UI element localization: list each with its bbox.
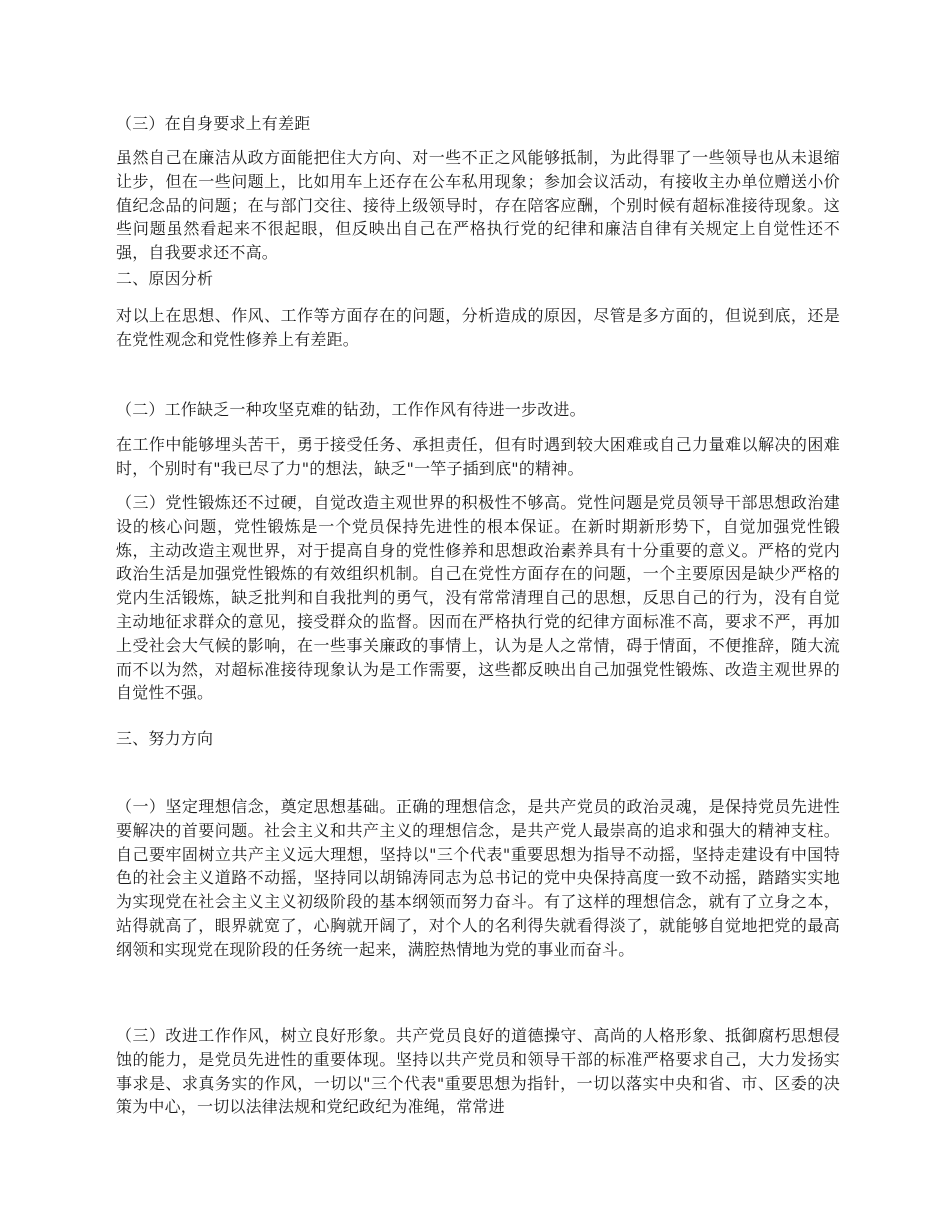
section-heading-effort-direction: 三、努力方向 <box>116 729 214 748</box>
paragraph-party-discipline: （三）党性锻炼还不过硬，自觉改造主观世界的积极性不够高。党性问题是党员领导干部思想政治建设的核心问题，党性锻炼是一个党员保持先进性的根本保证。在新时期新形势下，自觉加强党性锻炼，主动改造主观世界，对于提高自身的党性修养和思想政治素养具有十分重要的意义。严格的党内政治生活是加强党性锻炼的有效组织机制。自己在党性方面存在的问题，一个主要原因是缺少严格的党内生活锻炼，缺乏批判和自我批判的勇气，没有常常清理自己的思想，反思自己的行为，没有自觉主动地征求群众的意见，接受群众的监督。因而在严格执行党的纪律方面标准不高，要求不严，再加上受社会大气候的影响，在一些事关廉政的事情上，认为是人之常情，碍于情面，不便推辞，随大流而不以为然，对超标准接待现象认为是工作需要，这些都反映出自己加强党性锻炼、改造主观世界的自觉性不强。 <box>116 493 840 703</box>
paragraph-work-drive-detail: 在工作中能够埋头苦干，勇于接受任务、承担责任，但有时遇到较大困难或自己力量难以解决的困难时，个别时有"我已尽了力"的想法，缺乏"一竿子插到底"的精神。 <box>116 435 840 478</box>
paragraph-ideals-beliefs: （一）坚定理想信念，奠定思想基础。正确的理想信念，是共产党员的政治灵魂，是保持党员先进性要解决的首要问题。社会主义和共产主义的理想信念，是共产党人最崇高的追求和强大的精神支柱。自己要牢固树立共产主义远大理想，坚持以"三个代表"重要思想为指导不动摇，坚持走建设有中国特色的社会主义道路不动摇，坚持同以胡锦涛同志为总书记的党中央保持高度一致不动摇，踏踏实实地为实现党在社会主义主义初级阶段的基本纲领而努力奋斗。有了这样的理想信念，就有了立身之本，站得就高了，眼界就宽了，心胸就开阔了，对个人的名利得失就看得淡了，就能够自觉地把党的最高纲领和实现党在现阶段的任务统一起来，满腔热情地为党的事业而奋斗。 <box>116 797 840 959</box>
paragraph-work-style: （三）改进工作作风，树立良好形象。共产党员良好的道德操守、高尚的人格形象、抵御腐朽思想侵蚀的能力，是党员先进性的重要体现。坚持以共产党员和领导干部的标准严格要求自己，大力发扬实事求是、求真务实的作风，一切以"三个代表"重要思想为指针，一切以落实中央和省、市、区委的决策为中心，一切以法律法规和党纪政纪为准绳，常常进 <box>116 1026 840 1117</box>
paragraph-self-requirements-detail: 虽然自己在廉洁从政方面能把住大方向、对一些不正之风能够抵制，为此得罪了一些领导也从未退缩让步，但在一些问题上，比如用车上还存在公车私用现象；参加会议活动，有接收主办单位赠送小价值纪念品的问题；在与部门交往、接待上级领导时，存在陪客应酬，个别时候有超标准接待现象。这些问题虽然看起来不很起眼，但反映出自己在严格执行党的纪律和廉洁自律有关规定上自觉性还不强，自我要求还不高。 <box>116 148 840 263</box>
section-heading-cause-analysis: 二、原因分析 <box>116 269 214 288</box>
section-heading-self-requirements: （三）在自身要求上有差距 <box>116 114 311 133</box>
section-heading-work-drive: （二）工作缺乏一种攻坚克难的钻劲，工作作风有待进一步改进。 <box>116 400 586 419</box>
paragraph-cause-summary: 对以上在思想、作风、工作等方面存在的问题，分析造成的原因，尽管是多方面的，但说到底，还是在党性观念和党性修养上有差距。 <box>116 306 840 349</box>
